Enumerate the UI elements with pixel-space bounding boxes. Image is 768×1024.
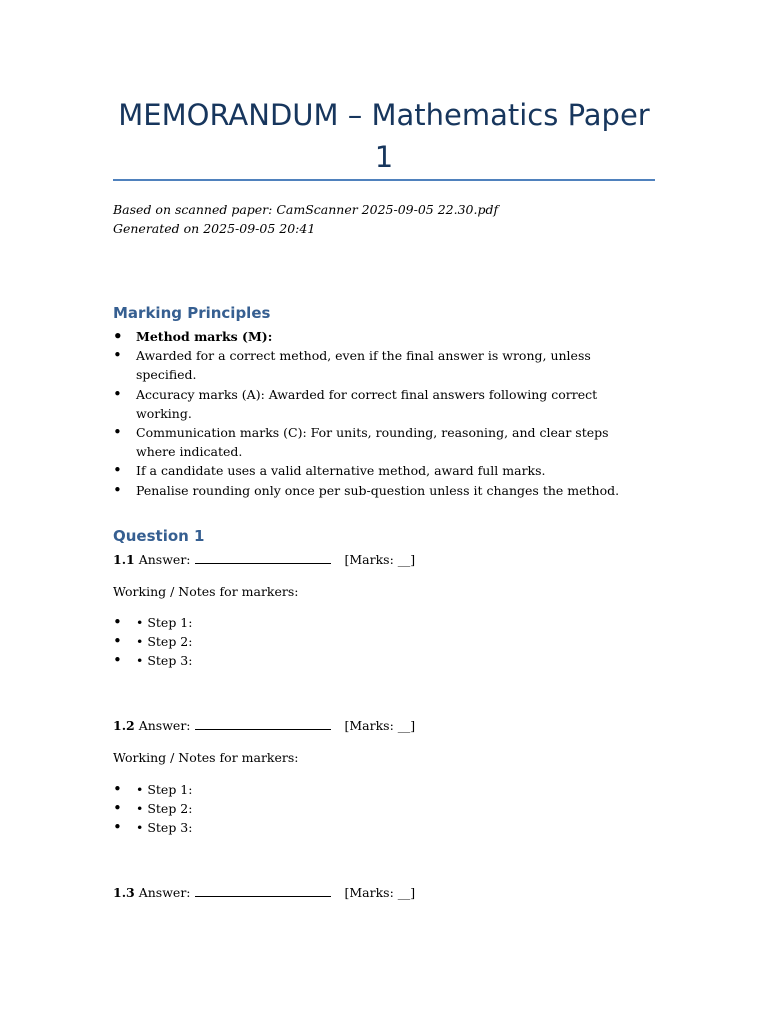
list-item: • Method marks (M):: [113, 327, 633, 346]
title-divider: [113, 179, 655, 181]
document-title: MEMORANDUM – Mathematics Paper 1: [118, 98, 650, 174]
notes-label-1-1: Working / Notes for markers:: [113, 584, 299, 599]
list-item: • • Step 3:: [113, 818, 633, 837]
list-item: • • Step 2:: [113, 799, 633, 818]
question-1-heading: Question 1: [113, 527, 205, 545]
document-meta: [113, 200, 498, 238]
marks-label: [Marks: __]: [344, 552, 416, 567]
marking-principles-list: [113, 327, 633, 500]
steps-list-1-2: [113, 780, 633, 838]
generated-line: Generated on 2025-09-05 20:41: [113, 221, 316, 236]
list-item: • • Step 2:: [113, 632, 633, 651]
answer-line-1-2: [113, 716, 415, 735]
question-number: 1.1: [113, 552, 135, 567]
steps-list-1-1: [113, 613, 633, 671]
list-item: • • Step 1:: [113, 613, 633, 632]
list-item: • Communication marks (C): For units, rounding, reasoning, and clear steps where indicated.: [113, 423, 633, 461]
answer-label: Answer:: [138, 885, 191, 900]
marks-label: [Marks: __]: [344, 718, 416, 733]
answer-line-1-3: [113, 883, 415, 902]
answer-blank: [195, 884, 331, 897]
marks-label: [Marks: __]: [344, 885, 416, 900]
answer-blank: [195, 551, 331, 564]
question-number: 1.2: [113, 718, 135, 733]
answer-label: Answer:: [138, 718, 191, 733]
notes-label-1-2: Working / Notes for markers:: [113, 750, 299, 765]
list-item: • Accuracy marks (A): Awarded for correct final answers following correct working.: [113, 385, 633, 423]
list-item: • Penalise rounding only once per sub-question unless it changes the method.: [113, 481, 633, 500]
answer-blank: [195, 717, 331, 730]
answer-label: Answer:: [138, 552, 191, 567]
question-number: 1.3: [113, 885, 135, 900]
marking-principles-heading: Marking Principles: [113, 304, 271, 322]
list-item: • Awarded for a correct method, even if the final answer is wrong, unless specified.: [113, 346, 633, 384]
list-item: • • Step 1:: [113, 780, 633, 799]
answer-line-1-1: [113, 550, 415, 569]
source-line: Based on scanned paper: CamScanner 2025-09-05 22.30.pdf: [113, 202, 499, 217]
list-item: • If a candidate uses a valid alternative method, award full marks.: [113, 461, 633, 480]
list-item: • • Step 3:: [113, 651, 633, 670]
